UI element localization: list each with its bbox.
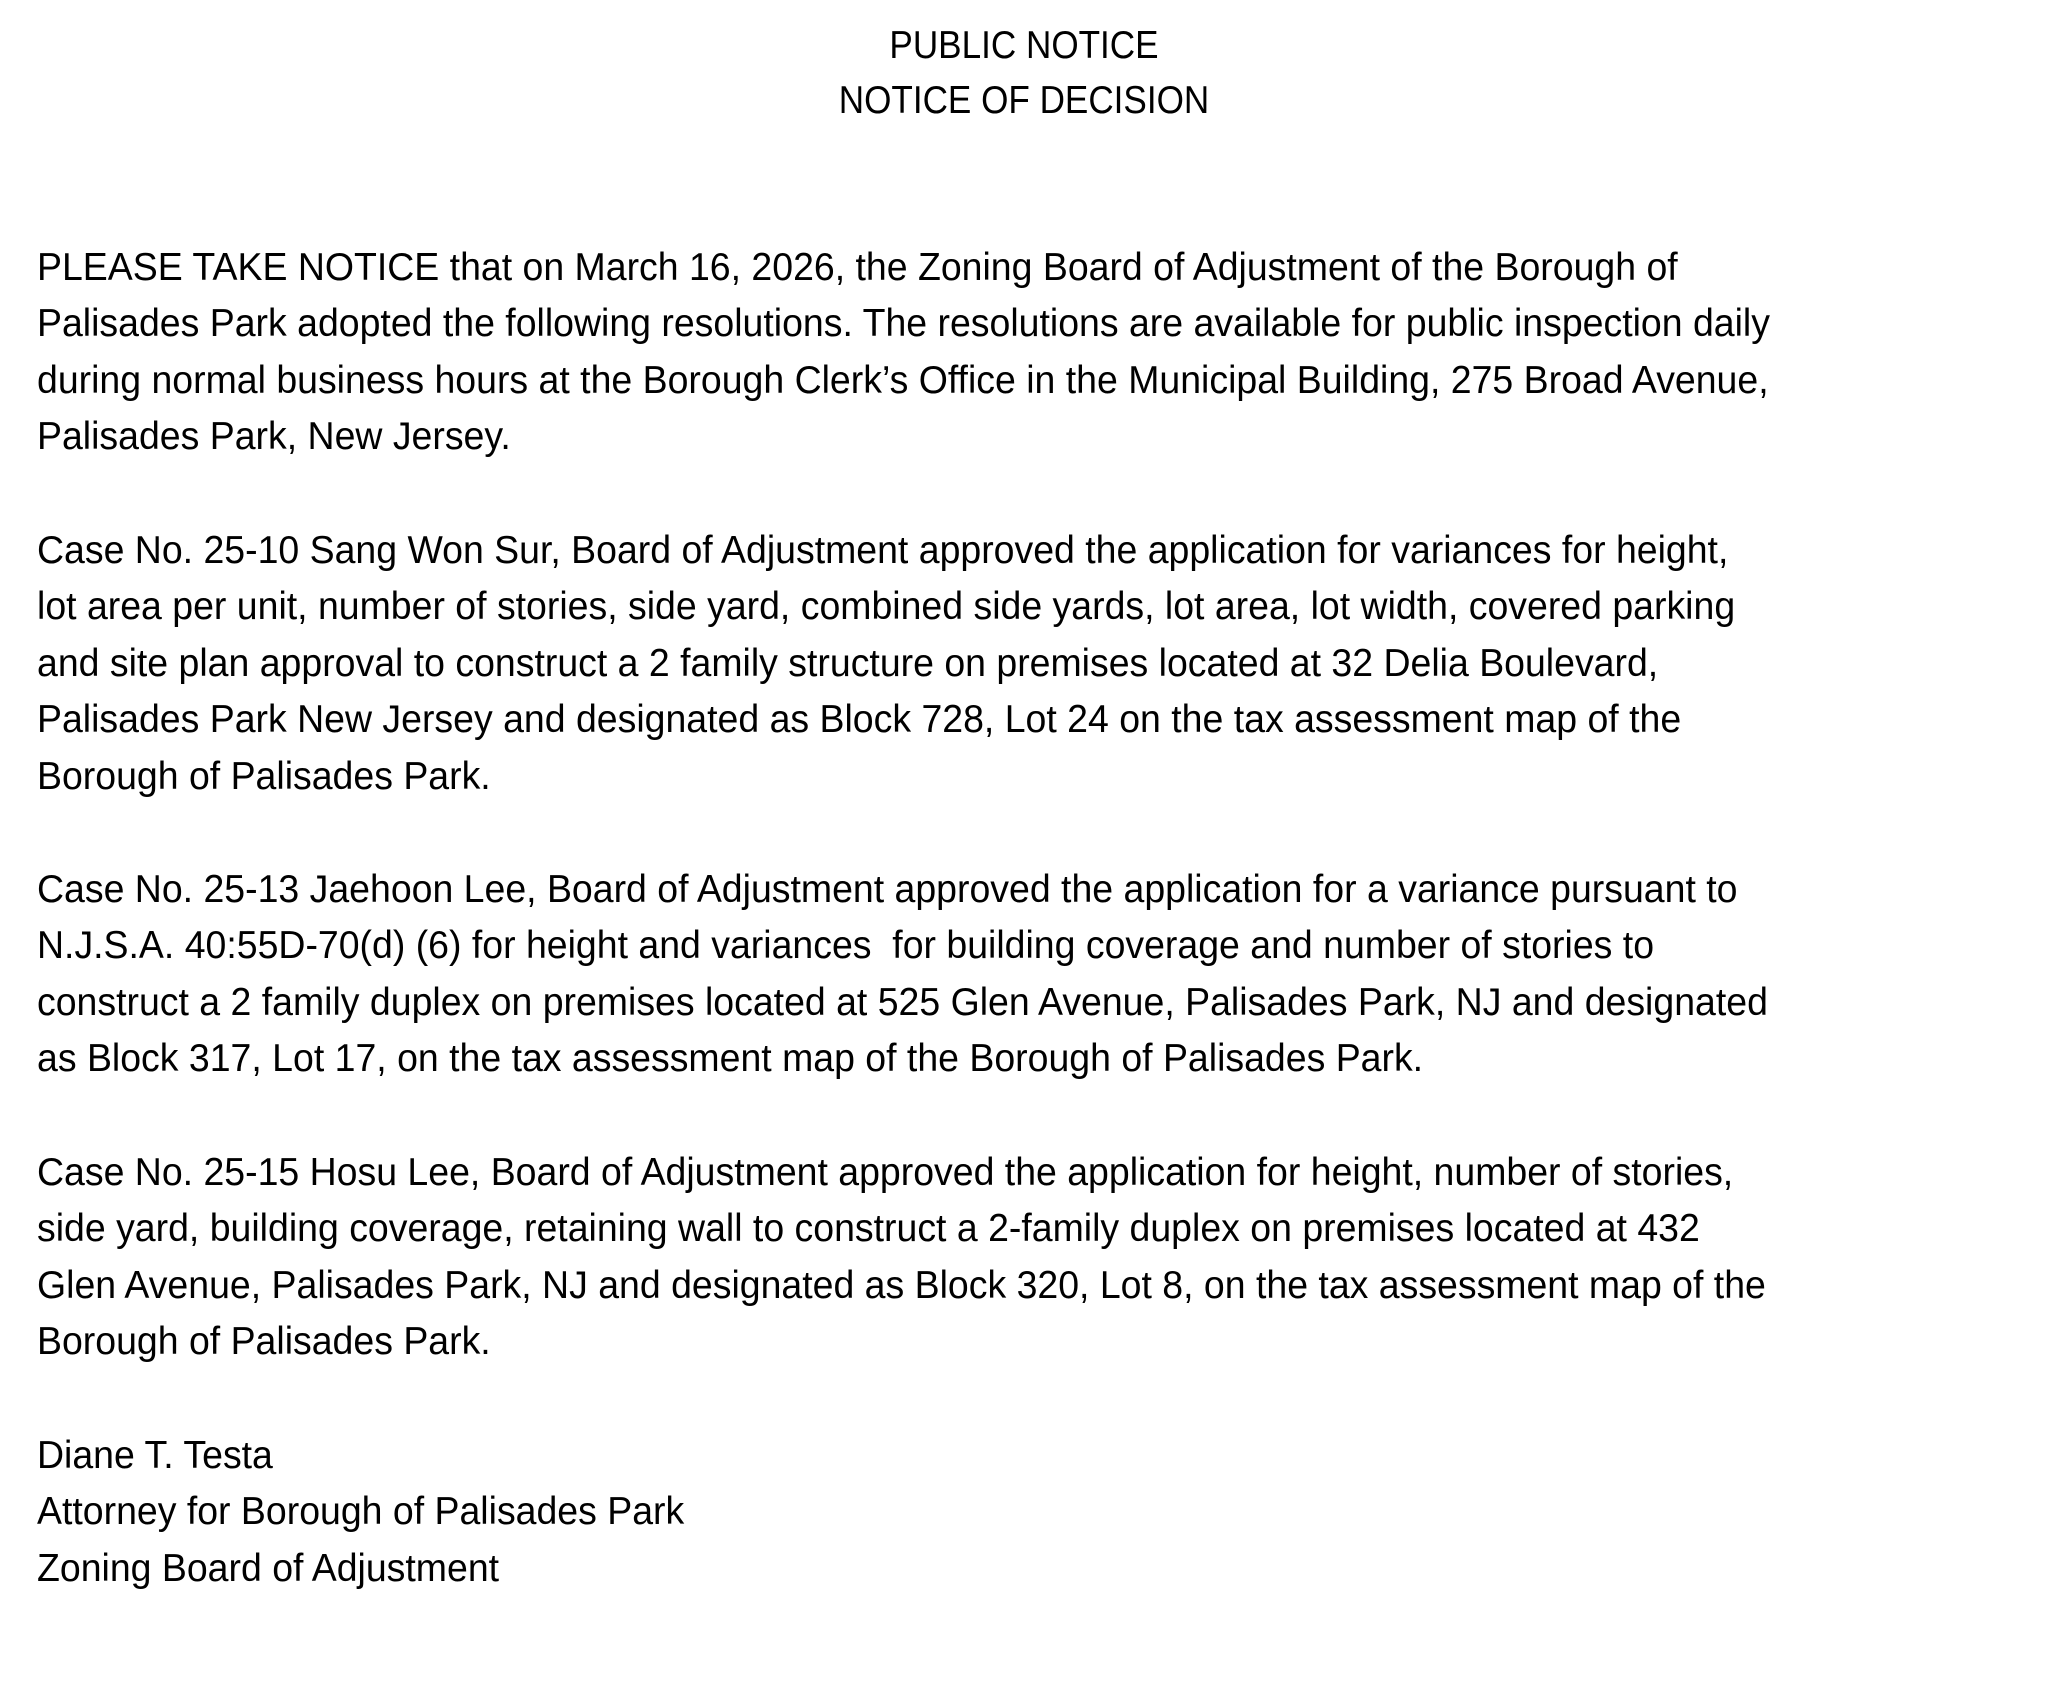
case-25-13-paragraph (37, 862, 2047, 1088)
paragraph-line: Case No. 25-13 Jaehoon Lee, Board of Adjustment approved the application for a variance pursuant to (37, 868, 1738, 911)
paragraph-line: Borough of Palisades Park. (37, 1320, 491, 1364)
signer-name: Diane T. Testa (37, 1434, 273, 1477)
signature-block (37, 1428, 2047, 1597)
signer-board: Zoning Board of Adjustment (37, 1546, 500, 1590)
paragraph-line: Case No. 25-10 Sang Won Sur, Board of Adjustment approved the application for variances for height, (37, 529, 1729, 572)
paragraph-line: Glen Avenue, Palisades Park, NJ and designated as Block 320, Lot 8, on the tax assessment map of the (37, 1263, 1766, 1307)
paragraph-line: and site plan approval to construct a 2 family structure on premises located at 32 Delia Boulevard, (37, 641, 1659, 685)
paragraph-line: Palisades Park New Jersey and designated as Block 728, Lot 24 on the tax assessment map of the (37, 698, 1682, 742)
paragraph-line: Borough of Palisades Park. (37, 754, 491, 798)
paragraph-line: Palisades Park adopted the following resolutions. The resolutions are available for public inspection daily (37, 302, 1770, 346)
paragraph-line: PLEASE TAKE NOTICE that on March 16, 2026, the Zoning Board of Adjustment of the Borough of (37, 246, 1678, 289)
signer-title: Attorney for Borough of Palisades Park (37, 1490, 685, 1534)
notice-title: PUBLIC NOTICE (889, 24, 1159, 67)
case-25-10-paragraph (37, 523, 2047, 805)
paragraph-line: N.J.S.A. 40:55D-70(d) (6) for height and variances for building coverage and number of stories to (37, 924, 1655, 968)
notice-header (0, 18, 2048, 128)
notice-subtitle: NOTICE OF DECISION (838, 79, 1210, 122)
paragraph-line: during normal business hours at the Borough Clerk’s Office in the Municipal Building, 275 Broad Avenue, (37, 358, 1769, 402)
paragraph-line: lot area per unit, number of stories, side yard, combined side yards, lot area, lot width, covered parking (37, 585, 1736, 629)
paragraph-line: Case No. 25-15 Hosu Lee, Board of Adjustment approved the application for height, number of stories, (37, 1151, 1734, 1194)
paragraph-line: side yard, building coverage, retaining wall to construct a 2-family duplex on premises located at 432 (37, 1207, 1700, 1251)
paragraph-line: Palisades Park, New Jersey. (37, 415, 511, 459)
case-25-15-paragraph (37, 1145, 2047, 1371)
intro-paragraph (37, 240, 2047, 466)
paragraph-line: as Block 317, Lot 17, on the tax assessment map of the Borough of Palisades Park. (37, 1037, 1424, 1081)
paragraph-line: construct a 2 family duplex on premises located at 525 Glen Avenue, Palisades Park, NJ and designated (37, 980, 1768, 1024)
